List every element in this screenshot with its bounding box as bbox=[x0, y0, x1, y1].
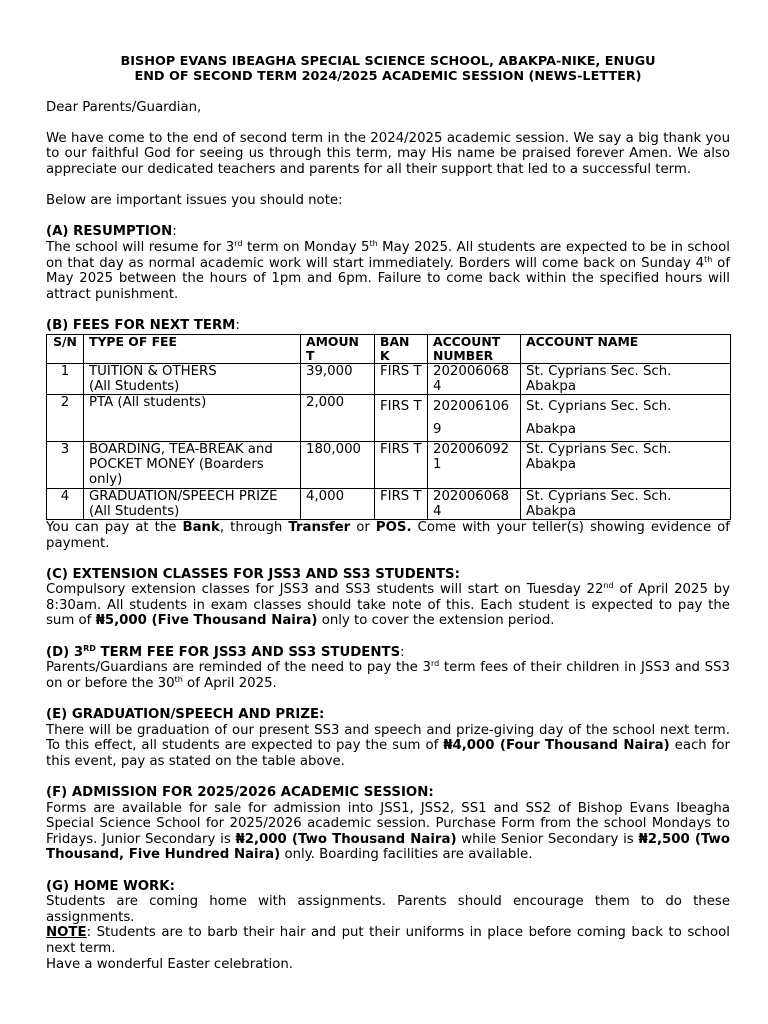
closing-line: Have a wonderful Easter celebration. bbox=[46, 956, 294, 972]
col-header-account-number: ACCOUNT NUMBER bbox=[428, 334, 521, 363]
cell-type: PTA (All students) bbox=[84, 394, 301, 441]
cell-account-name: St. Cyprians Sec. Sch. Abakpa bbox=[521, 441, 731, 488]
cell-bank: FIRS T bbox=[375, 363, 428, 394]
cell-account-name: St. Cyprians Sec. Sch. Abakpa bbox=[521, 394, 731, 441]
cell-amount: 4,000 bbox=[301, 488, 375, 519]
cell-sn: 4 bbox=[47, 488, 84, 519]
school-name-title: BISHOP EVANS IBEAGHA SPECIAL SCIENCE SCHOOL, ABAKPA-NIKE, ENUGU bbox=[120, 54, 656, 69]
cell-sn: 3 bbox=[47, 441, 84, 488]
salutation: Dear Parents/Guardian, bbox=[46, 99, 202, 115]
cell-account-name: St. Cyprians Sec. Sch. Abakpa bbox=[521, 488, 731, 519]
cell-type: TUITION & OTHERS (All Students) bbox=[84, 363, 301, 394]
section-a-heading: (A) RESUMPTION: bbox=[46, 224, 177, 240]
cell-type: GRADUATION/SPEECH PRIZE (All Students) bbox=[84, 488, 301, 519]
cell-amount: 2,000 bbox=[301, 394, 375, 441]
section-f-body: Forms are available for sale for admission into JSS1, JSS2, SS1 and SS2 of Bishop Evans Ibeagha Special Science School for 2025/2026 academic session. Purchase Form from the school Mondays to Fridays. Junior Secondary is ₦2,000 (Two Thousand Naira) while Senior Secondary is ₦2,500 (Two Thousand, Five Hundred Naira) only. Boarding facilities are available. bbox=[46, 800, 730, 863]
section-f-heading: (F) ADMISSION FOR 2025/2026 ACADEMIC SESSION: bbox=[46, 785, 434, 801]
cell-account-number: 2020060684 bbox=[428, 488, 521, 519]
cell-amount: 180,000 bbox=[301, 441, 375, 488]
col-header-amount: AMOUN T bbox=[301, 334, 375, 363]
section-c-heading: (C) EXTENSION CLASSES FOR JSS3 AND SS3 STUDENTS: bbox=[46, 566, 460, 582]
cell-account-number: 2020061069 bbox=[428, 394, 521, 441]
col-header-type: TYPE OF FEE bbox=[84, 334, 301, 363]
col-header-bank: BAN K bbox=[375, 334, 428, 363]
cell-amount: 39,000 bbox=[301, 363, 375, 394]
table-row bbox=[47, 441, 731, 488]
section-e-body: There will be graduation of our present SS3 and speech and prize-giving day of the school next term. To this effect, all students are expected to pay the sum of ₦4,000 (Four Thousand Naira) each for this event, pay as stated on the table above. bbox=[46, 722, 730, 769]
section-g-heading: (G) HOME WORK: bbox=[46, 878, 175, 894]
table-row bbox=[47, 488, 731, 519]
cell-account-number: 2020060921 bbox=[428, 441, 521, 488]
section-a-body: The school will resume for 3rd term on Monday 5th May 2025. All students are expected to be in school on that day as normal academic work will start immediately. Borders will come back on Sunday 4th of May 2025 between the hours of 1pm and 6pm. Failure to come back within the specified hours will attract punishment. bbox=[46, 238, 731, 302]
section-e-heading: (E) GRADUATION/SPEECH AND PRIZE: bbox=[46, 707, 325, 723]
col-header-sn: S/N bbox=[47, 334, 84, 363]
table-row bbox=[47, 363, 731, 394]
cell-account-number: 2020060684 bbox=[428, 363, 521, 394]
cell-account-name: St. Cyprians Sec. Sch. Abakpa bbox=[521, 363, 731, 394]
fees-table bbox=[46, 334, 731, 520]
section-d-body: Parents/Guardians are reminded of the need to pay the 3rd term fees of their children in JSS3 and SS3 on or before the 30th of April 2025. bbox=[46, 659, 730, 691]
section-b-heading: (B) FEES FOR NEXT TERM: bbox=[46, 317, 240, 333]
cell-sn: 2 bbox=[47, 394, 84, 441]
cell-type: BOARDING, TEA-BREAK and POCKET MONEY (Boarders only) bbox=[84, 441, 301, 488]
cell-bank: FIRS T bbox=[375, 394, 428, 441]
table-row bbox=[47, 394, 731, 441]
newsletter-title: END OF SECOND TERM 2024/2025 ACADEMIC SESSION (NEWS-LETTER) bbox=[134, 69, 642, 84]
section-c-body: Compulsory extension classes for JSS3 and SS3 students will start on Tuesday 22nd of April 2025 by 8:30am. All students in exam classes should take note of this. Each student is expected to pay the sum of ₦5,000 (Five Thousand Naira) only to cover the extension period. bbox=[46, 581, 730, 629]
intro-paragraph: We have come to the end of second term in the 2024/2025 academic session. We say a big thank you to our faithful God for seeing us through this term, may His name be praised forever Amen. We also appreciate our dedicated teachers and parents for all their support that led to a successful term. bbox=[46, 130, 730, 177]
cell-bank: FIRS T bbox=[375, 441, 428, 488]
payment-instructions: You can pay at the Bank, through Transfer or POS. Come with your teller(s) showing evidence of payment. bbox=[46, 519, 730, 551]
cell-bank: FIRS T bbox=[375, 488, 428, 519]
note-paragraph: NOTE: Students are to barb their hair and put their uniforms in place before coming back to school next term. bbox=[46, 925, 730, 956]
col-header-account-name: ACCOUNT NAME bbox=[521, 334, 731, 363]
note-intro: Below are important issues you should note: bbox=[46, 193, 343, 209]
section-g-body: Students are coming home with assignments. Parents should encourage them to do these assignments. bbox=[46, 894, 730, 925]
cell-sn: 1 bbox=[47, 363, 84, 394]
fees-table-header-row bbox=[47, 334, 731, 363]
section-d-heading: (D) 3RD TERM FEE FOR JSS3 AND SS3 STUDENTS: bbox=[46, 643, 405, 660]
